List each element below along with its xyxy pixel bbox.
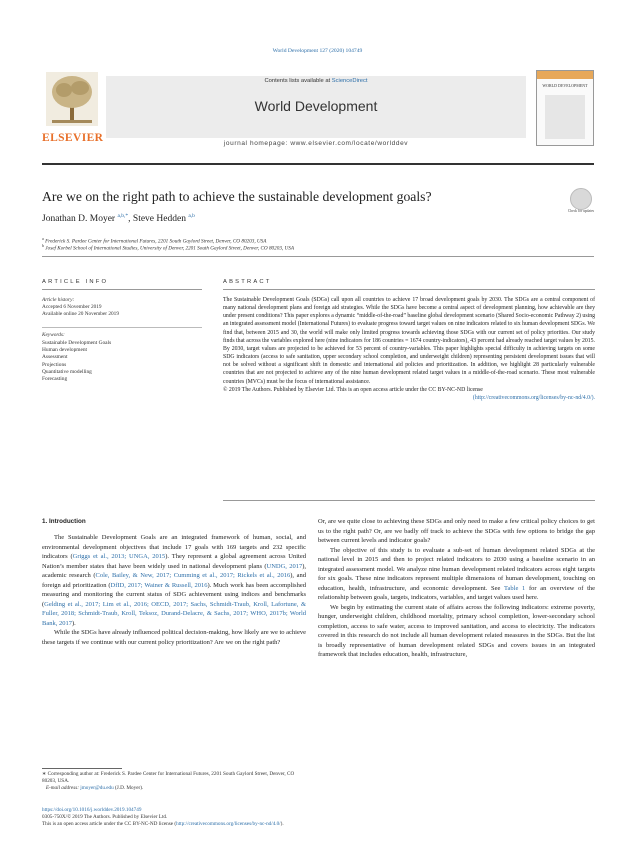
citation-link[interactable]: Gelding et al., 2017; Lim et al., 2016; OECD, 2017; Sachs, Schmidt-Traub, Kroll, Lafortune, & Fuller, 2018; Schmidt-Traub, Kroll, Teksoz, Durand-Delacre, & Sachs, 2017; WHO, 2017b; World Bank, 2017 xyxy=(42,600,306,627)
author-line: Jonathan D. Moyer $^{a,b,*}$, Steve Hedden $^{a,b}$ xyxy=(42,213,195,225)
article-footer xyxy=(42,807,602,828)
paragraph: The Sustainable Development Goals are an integrated framework of human, social, and environmental development objectives that include 17 goals with 169 targets and 232 specific indicators (Griggs et al., 2013; UNGA, 2015). They represent a global agreement across United Nation’s member states that have been widely used in national development plans (UNDG, 2017), academic research (Cole, Bailey, & New, 2017; Cumming et al., 2017; Rickels et al., 2016), and foreign aid prioritization (DfID, 2017; Wainer & Russell, 2016). Much work has been accomplished measuring and monitoring the current status of SDG achievement using indices and benchmarks (Gelding et al., 2017; Lim et al., 2016; OECD, 2017; Sachs, Schmidt-Traub, Kroll, Lafortune, & Fuller, 2018; Schmidt-Traub, Kroll, Teksoz, Durand-Delacre, & Sachs, 2017; WHO, 2017b; World Bank, 2017). xyxy=(42,534,306,627)
abstract-body xyxy=(223,296,595,402)
keyword: Quantitative modelling xyxy=(42,368,92,375)
masthead-rule xyxy=(42,163,594,165)
affiliation-b: $^b$ Josef Korbel School of International Studies, University of Denver, 2201 South Gaylord Street, Denver, CO 80203, USA xyxy=(42,243,295,252)
right-column-text xyxy=(318,517,595,660)
journal-homepage xyxy=(106,140,526,147)
abstract-heading: ABSTRACT xyxy=(223,279,272,285)
abstract-rule xyxy=(223,289,595,290)
homepage-link[interactable]: www.elsevier.com/locate/worlddev xyxy=(290,140,409,147)
section-heading-introduction: 1. Introduction xyxy=(42,518,86,525)
paragraph: We begin by estimating the current state of affairs across the following indicators: extreme poverty, hunger, underweight children, childhood mortality, primary school completion, lower-secondary school completion, access to safe water, access to improved sanitation, and access to electricity. The indicators covered in this research do not include all human development related measures in the SDGs. But the list is broadly representative of human development related SDGs and covers issues in an integrated framework that includes education, health, infrastructure, xyxy=(318,603,595,658)
elsevier-wordmark: ELSEVIER xyxy=(42,132,104,144)
article-info-rule xyxy=(42,289,202,290)
footnote-rule xyxy=(42,768,122,769)
license-link[interactable]: (http://creativecommons.org/licenses/by-nc-nd/4.0/). xyxy=(472,394,595,401)
cover-title: WORLD DEVELOPMENT xyxy=(542,83,588,88)
left-column-text xyxy=(42,533,306,647)
paragraph: Or, are we quite close to achieving these SDGs and only need to make a few critical policy choices to get us to the right path? Or, are we badly off track to achieve the SDGs with few options to bridge the gap between current levels and indicator goals? xyxy=(318,518,595,544)
sciencedirect-link[interactable]: ScienceDirect xyxy=(331,78,368,84)
header-divider xyxy=(42,256,594,257)
keywords-list xyxy=(42,340,111,383)
doi-link[interactable]: https://doi.org/10.1016/j.worlddev.2019.104749 xyxy=(42,807,142,813)
keywords-rule xyxy=(42,327,202,328)
article-info-heading: ARTICLE INFO xyxy=(42,279,109,285)
author-affiliation-marker[interactable]: a,b xyxy=(188,213,195,219)
journal-citation[interactable]: World Development 127 (2020) 104749 xyxy=(272,48,363,54)
history-label: Article history: xyxy=(42,297,75,303)
journal-name: World Development xyxy=(254,98,378,114)
masthead xyxy=(42,68,594,160)
crossmark-icon xyxy=(570,188,592,210)
author-name: Steve Hedden xyxy=(132,214,186,225)
affiliation-a: $^a$ Frederick S. Pardee Center for International Futures, 2201 South Gaylord Street, Denver, CO 80203, USA xyxy=(42,236,267,245)
abstract-end-rule xyxy=(223,500,595,501)
keywords-label: Keywords: xyxy=(42,332,65,338)
paragraph: While the SDGs have already influenced political decision-making, how likely are we to achieve these targets if we continue with our current policy prioritization? Are we on the right path? xyxy=(42,629,306,646)
accepted-date: Accepted 6 November 2019 xyxy=(42,304,102,310)
keyword: Assessment xyxy=(42,354,68,361)
elsevier-tree-icon xyxy=(46,72,98,126)
paragraph: The objective of this study is to evaluate a sub-set of human development related SDGs at the national level in 2015 and then to project related indicators to 2030 using a baseline scenario in an integrated assessment model. We analyze nine human development related indicators across eight targets for six goals. These nine indicators represent multiple dimensions of human development, touching on education, health, infrastructure, and economic development. See Table 1 for an overview of the relationship between goals, targets, indicators, variables, and target values used here. xyxy=(318,546,596,601)
available-date: Available online 20 November 2019 xyxy=(42,311,119,317)
author-affiliation-marker[interactable]: a,b,* xyxy=(117,213,129,219)
keyword: Human development xyxy=(42,347,88,354)
crossmark-label: Check for updates xyxy=(567,209,595,213)
open-access-line: This is an open access article under the CC BY-NC-ND license (http://creativecommons.org/licenses/by-nc-nd/4.0/). xyxy=(42,821,284,828)
citation-link[interactable]: Cole, Bailey, & New, 2017; Cumming et al., 2017; Rickels et al., 2016 xyxy=(95,572,291,579)
keyword: Sustainable Development Goals xyxy=(42,340,112,346)
table-reference-link[interactable]: Table 1 xyxy=(504,584,526,592)
abstract-copyright: © 2019 The Authors. Published by Elsevier Ltd. This is an open access article under the CC BY-NC-ND license xyxy=(223,386,483,393)
contents-line xyxy=(106,78,526,84)
check-for-updates-badge[interactable] xyxy=(567,188,595,218)
abstract-text: The Sustainable Development Goals (SDGs) call upon all countries to achieve 17 broad development goals by 2030. The SDGs are a central component of many national development plans and foreign aid strategies. While the SDGs have become a central aspect of development planning, how achievable are they under present conditions? This paper explores a dynamic “middle-of-the-road” baseline global development scenario (Shared Socio-economic Pathway 2) using an integrated assessment model (International Futures) to evaluate progress toward target values on nine indicators related to six human development SDGs. We find that, between 2015 and 30, the world will make only limited progress towards achieving those SDGs with our current set of policy priorities. Our study finds that across the variables explored here (nine indicators for 186 countries = 1674 country-indicators), 43 percent had already reached target values by 2015. By 2030, target values are projected to be achieved for 53 percent of country-variables. This paper highlights special difficulty in achieving targets on some SDG indicators (access to safe sanitation, upper secondary school completion, and underweight children) representing persistent development issues that will not be solved without a significant shift in domestic and international aid policies and prioritization. In addition, we highlight 28 particularly vulnerable countries that are not projected to achieve any of the nine human development related target values in a middle-of-the-road scenario. These most vulnerable countries (MVCs) must be the focus of international assistance. xyxy=(223,297,595,385)
keyword: Forecasting xyxy=(42,376,68,383)
cover-image xyxy=(545,95,585,139)
cover-color-bar xyxy=(537,71,593,79)
email-link[interactable]: jmoyer@du.edu xyxy=(80,785,114,791)
homepage-label: journal homepage: xyxy=(223,140,291,147)
license-footer-link[interactable]: http://creativecommons.org/licenses/by-nc-nd/4.0/ xyxy=(176,821,281,828)
citation-link[interactable]: UNDG, 2017 xyxy=(266,562,303,570)
corresponding-author-footnote: ∗ Corresponding author at: Frederick S. Pardee Center for International Futures, 2201 South Gaylord Street, Denver, CO 80203, USA. E-mail address: jmoyer@du.edu (J.D. Moyer). xyxy=(42,771,295,791)
journal-cover-thumbnail[interactable] xyxy=(536,70,594,146)
author-name: Jonathan D. Moyer xyxy=(42,214,116,225)
contents-text: Contents lists available at xyxy=(264,78,332,84)
citation-link[interactable]: Griggs et al., 2013; UNGA, 2015 xyxy=(72,553,166,560)
article-title: Are we on the right path to achieve the sustainable development goals? xyxy=(42,189,432,204)
citation-link[interactable]: DfID, 2017; Wainer & Russell, 2016 xyxy=(110,581,208,589)
keyword: Projections xyxy=(42,361,67,368)
issn-line: 0305-750X/© 2019 The Authors. Published by Elsevier Ltd. xyxy=(42,814,168,821)
elsevier-logo[interactable] xyxy=(42,70,102,152)
